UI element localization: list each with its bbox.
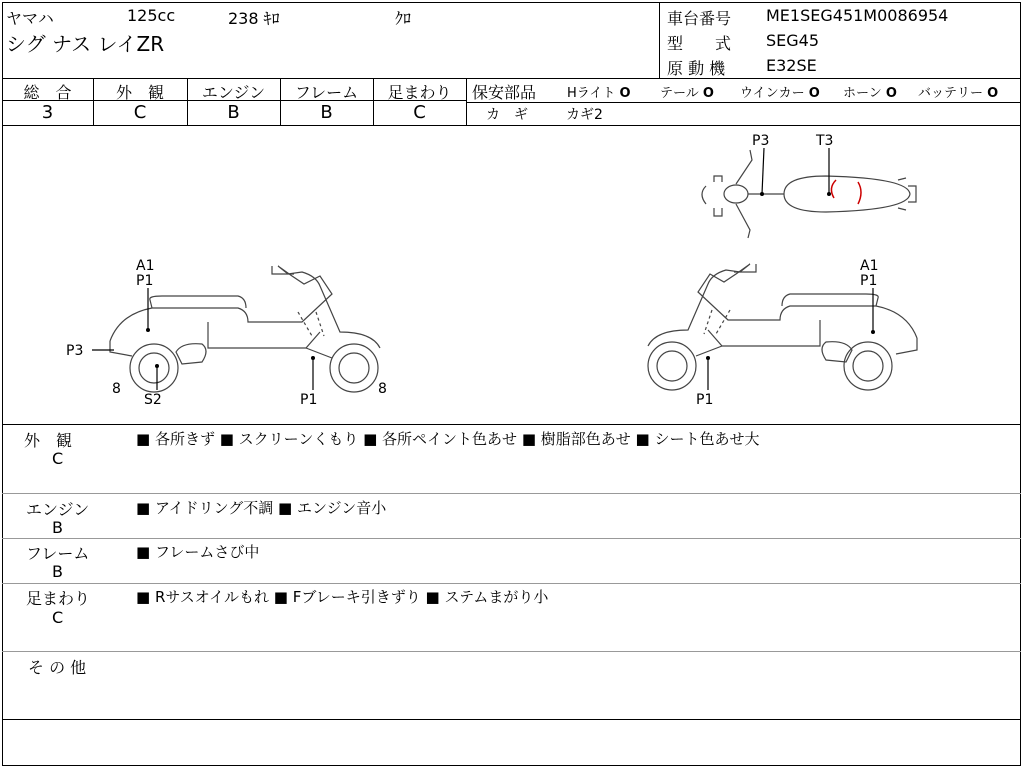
label-top-p3: P3 <box>752 133 770 149</box>
scooter-top-view <box>702 150 916 238</box>
remark-suspension-text: ■ Rサスオイルもれ ■ Fブレーキ引きずり ■ ステムまがり小 <box>136 588 549 606</box>
label-left-p1-bottom: P1 <box>300 392 318 408</box>
grade-engine-value: B <box>227 102 240 123</box>
remark-other-label: そ の 他 <box>28 658 87 677</box>
label-left-a1: A1 <box>136 258 155 274</box>
safety-headlight: Hライト O <box>567 86 631 101</box>
label-left-p3: P3 <box>66 343 84 359</box>
grade-overall-label: 総 合 <box>23 83 72 102</box>
remark-exterior-label: 外 観 <box>24 431 73 450</box>
mileage: 238 ｷﾛ <box>228 9 280 28</box>
maker: ヤマハ <box>6 9 54 28</box>
grade-frame-label: フレーム <box>294 83 359 102</box>
header-divider <box>659 2 660 79</box>
grade-exterior-value: C <box>133 102 147 123</box>
grade-engine-label: エンジン <box>201 83 266 102</box>
label-left-8-right: 8 <box>378 381 387 397</box>
damage-marks <box>831 180 861 204</box>
grade-exterior-label: 外 観 <box>115 83 164 102</box>
remark-divider <box>2 538 1021 539</box>
grade-frame-value: B <box>320 102 333 123</box>
remark-frame-grade: B <box>52 562 63 581</box>
remark-divider <box>2 583 1021 584</box>
safety-mid-line <box>466 102 1021 103</box>
displacement: 125cc <box>127 6 176 25</box>
scooter-diagram <box>2 126 1020 424</box>
remark-engine-grade: B <box>52 518 63 537</box>
engine-value: E32SE <box>766 56 817 75</box>
label-right-a1: A1 <box>860 258 879 274</box>
header-bottom-line <box>2 78 1021 79</box>
remarks-bottom-line <box>2 719 1021 720</box>
safety-horn: ホーン O <box>843 86 897 101</box>
remark-exterior-text: ■ 各所きず ■ スクリーンくもり ■ 各所ペイント色あせ ■ 樹脂部色あせ ■ シート色あせ大 <box>136 430 760 448</box>
remark-frame-label: フレーム <box>26 544 90 563</box>
safety-battery: バッテリー O <box>918 86 999 101</box>
remark-exterior-grade: C <box>52 449 64 468</box>
grade-suspension-label: 足まわり <box>387 83 452 102</box>
remark-engine-label: エンジン <box>26 500 90 519</box>
engine-label: 原 動 機 <box>667 59 726 78</box>
label-left-8: 8 <box>112 381 121 397</box>
safety-label: 保安部品 <box>472 83 537 102</box>
remark-divider <box>2 651 1021 652</box>
label-left-p1-top: P1 <box>136 273 154 289</box>
label-top-t3: T3 <box>816 133 834 149</box>
label-left-s2: S2 <box>144 392 162 408</box>
remark-engine-text: ■ アイドリング不調 ■ エンジン音小 <box>136 499 387 517</box>
color: ｸﾛ <box>395 9 412 28</box>
label-right-p1-bottom: P1 <box>696 392 714 408</box>
safety-winker: ウインカー O <box>740 86 820 101</box>
key-label: カ ギ <box>486 107 528 123</box>
frame-no-label: 車台番号 <box>667 9 732 28</box>
key-value: カギ2 <box>566 107 603 123</box>
remark-frame-text: ■ フレームさび中 <box>136 543 260 561</box>
grade-overall-value: 3 <box>41 102 54 123</box>
remark-suspension-label: 足まわり <box>26 589 91 608</box>
label-right-p1-top: P1 <box>860 273 878 289</box>
model-name: シグ ナス レイZR <box>6 32 165 56</box>
safety-tail: テール O <box>660 86 714 101</box>
grade-suspension-value: C <box>413 102 426 123</box>
diagram-bottom-line <box>2 424 1021 425</box>
remark-divider <box>2 493 1021 494</box>
frame-no-value: ME1SEG451M0086954 <box>766 6 949 25</box>
type-value: SEG45 <box>766 31 820 50</box>
type-label: 型 式 <box>667 34 732 53</box>
remark-suspension-grade: C <box>52 608 64 627</box>
